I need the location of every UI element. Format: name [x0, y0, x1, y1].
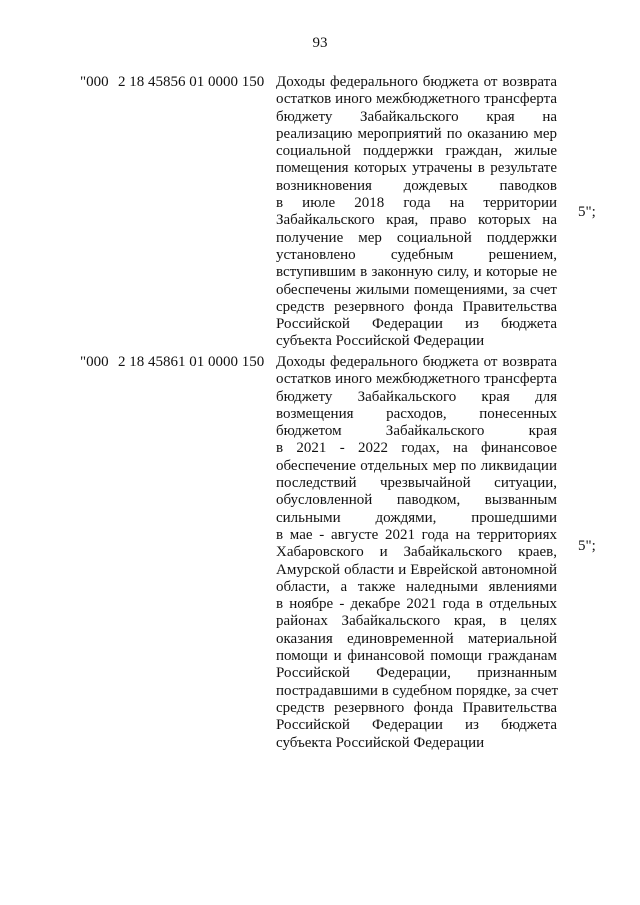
description-line: субъекта Российской Федерации [276, 333, 485, 350]
description-line: обеспечены жилыми помещениями, за счет [276, 281, 557, 298]
description-line: Забайкальского края, право которых на [276, 212, 557, 229]
description-line: Доходы федерального бюджета от возврата [276, 354, 557, 370]
normative-value: 5"; [578, 204, 596, 220]
row-prefix: "000 [80, 74, 109, 90]
description-line: Российской Федерации из бюджета [276, 717, 557, 734]
description-line: в мае - августе 2021 года на территориях [276, 526, 557, 543]
description-line: остатков иного межбюджетного трансферта [276, 91, 557, 108]
income-description [276, 354, 557, 752]
description-line: районах Забайкальского края, в целях [276, 613, 557, 630]
normative-value: 5"; [578, 538, 596, 554]
description-line: вступившим в законную силу, и которые не [276, 264, 557, 281]
description-line: средств резервного фонда Правительства [276, 298, 557, 315]
description-line: в ноябре - декабре 2021 года в отдельных [276, 596, 557, 613]
description-line: остатков иного межбюджетного трансферта [276, 371, 557, 388]
description-line: Доходы федерального бюджета от возврата [276, 74, 557, 90]
description-line: бюджету Забайкальского края для [276, 388, 557, 405]
description-line: бюджетом Забайкальского края [276, 423, 557, 440]
description-line: области, а также наледными явлениями [276, 578, 557, 595]
description-line: установлено судебным решением, [276, 246, 557, 263]
description-line: Российской Федерации из бюджета [276, 316, 557, 333]
description-line: Амурской области и Еврейской автономной [276, 561, 557, 578]
description-line: реализацию мероприятий по оказанию мер [276, 125, 557, 142]
description-line: средств резервного фонда Правительства [276, 699, 557, 716]
description-line: помещения которых утрачены в результате [276, 160, 557, 177]
description-line: обеспечение отдельных мер по ликвидации [276, 457, 557, 474]
description-line: обусловленной паводком, вызванным [276, 492, 557, 509]
description-line: получение мер социальной поддержки [276, 229, 557, 246]
description-line: пострадавшими в судебном порядке, за счет [276, 682, 559, 699]
budget-classification-code: 2 18 45856 01 0000 150 [118, 74, 265, 90]
description-line: последствий чрезвычайной ситуации, [276, 475, 557, 492]
page-number: 93 [312, 35, 328, 51]
description-line: Хабаровского и Забайкальского краев, [276, 544, 557, 561]
description-line: помощи и финансовой помощи гражданам [276, 648, 557, 665]
description-line: возмещения расходов, понесенных [276, 405, 557, 422]
income-description [276, 74, 557, 351]
description-line: в июле 2018 года на территории [276, 195, 557, 212]
row-prefix: "000 [80, 354, 109, 370]
description-line: субъекта Российской Федерации [276, 734, 485, 751]
description-line: возникновения дождевых паводков [276, 177, 557, 194]
description-line: социальной поддержки граждан, жилые [276, 143, 557, 160]
description-line: оказания единовременной материальной [276, 630, 557, 647]
description-line: бюджету Забайкальского края на [276, 108, 557, 125]
budget-classification-code: 2 18 45861 01 0000 150 [118, 354, 265, 370]
description-line: в 2021 - 2022 годах, на финансовое [276, 440, 557, 457]
description-line: Российской Федерации, признанным [276, 665, 557, 682]
description-line: сильными дождями, прошедшими [276, 509, 557, 526]
